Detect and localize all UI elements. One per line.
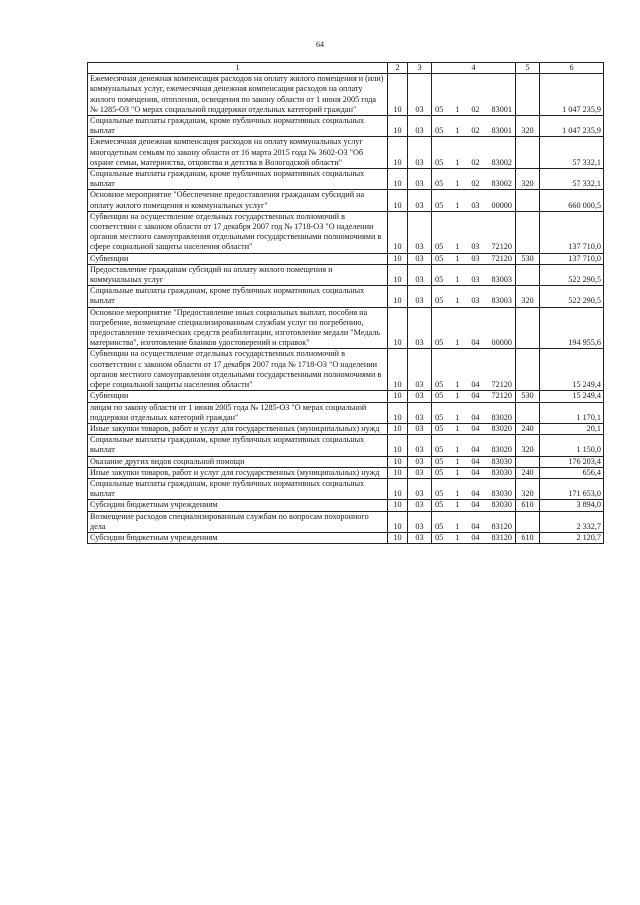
row-expense-type: [516, 264, 540, 285]
target-article-measure: 04: [471, 532, 480, 542]
row-amount: 1 170,1: [540, 402, 604, 423]
row-subsection: 03: [408, 137, 432, 169]
row-expense-type: 530: [516, 253, 540, 264]
row-section: 10: [388, 423, 408, 434]
target-article-subprogram: 1: [455, 126, 460, 136]
header-row: [88, 63, 604, 74]
row-section: 10: [388, 511, 408, 532]
row-subsection: 03: [408, 74, 432, 116]
row-expense-type: 320: [516, 286, 540, 307]
target-article-measure: 04: [471, 423, 480, 433]
row-name: Социальные выплаты гражданам, кроме публичных нормативных социальных выплат: [88, 286, 388, 307]
row-name: Иные закупки товаров, работ и услуг для государственных (муниципальных) нужд: [88, 467, 388, 478]
row-subsection: 03: [408, 435, 432, 456]
row-amount: 194 955,6: [540, 307, 604, 349]
row-section: 10: [388, 137, 408, 169]
row-amount: 522 290,5: [540, 286, 604, 307]
target-article-measure: 03: [471, 242, 480, 252]
table-row: [88, 500, 604, 511]
target-article-parts: [434, 275, 513, 285]
target-article-measure: 04: [471, 391, 480, 401]
header-col-6: 6: [540, 63, 604, 74]
row-amount: 1 047 235,9: [540, 116, 604, 137]
table-row: [88, 264, 604, 285]
row-section: 10: [388, 500, 408, 511]
row-subsection: 03: [408, 478, 432, 499]
row-target-article: [432, 169, 516, 190]
target-article-measure: 03: [471, 253, 480, 263]
table-row: [88, 116, 604, 137]
row-target-article: [432, 391, 516, 402]
row-target-article: [432, 456, 516, 467]
target-article-parts: [434, 380, 513, 390]
target-article-subprogram: 1: [455, 380, 460, 390]
row-subsection: 03: [408, 190, 432, 211]
row-section: 10: [388, 169, 408, 190]
row-name: Социальные выплаты гражданам, кроме публичных нормативных социальных выплат: [88, 116, 388, 137]
row-amount: 137 710,0: [540, 211, 604, 253]
row-target-article: [432, 137, 516, 169]
row-target-article: [432, 211, 516, 253]
row-section: 10: [388, 211, 408, 253]
target-article-parts: [434, 338, 513, 348]
target-article-program: 05: [435, 126, 444, 136]
row-section: 10: [388, 286, 408, 307]
target-article-subprogram: 1: [455, 338, 460, 348]
target-article-measure: 02: [471, 157, 480, 167]
row-amount: 660 000,5: [540, 190, 604, 211]
table-row: [88, 286, 604, 307]
table-row: [88, 456, 604, 467]
row-subsection: 03: [408, 423, 432, 434]
row-amount: 656,4: [540, 467, 604, 478]
row-amount: 1 047 235,9: [540, 74, 604, 116]
budget-table: [87, 62, 604, 544]
target-article-code: 83030: [491, 500, 512, 510]
row-target-article: [432, 478, 516, 499]
target-article-code: 83001: [491, 126, 512, 136]
target-article-parts: [434, 158, 513, 168]
row-expense-type: [516, 211, 540, 253]
row-name: Социальные выплаты гражданам, кроме публичных нормативных социальных выплат: [88, 478, 388, 499]
header-col-3: 3: [408, 63, 432, 74]
row-expense-type: 320: [516, 116, 540, 137]
row-amount: 2 120,7: [540, 532, 604, 543]
target-article-subprogram: 1: [455, 467, 460, 477]
target-article-parts: [434, 522, 513, 532]
target-article-code: 83002: [491, 179, 512, 189]
row-amount: 1 150,0: [540, 435, 604, 456]
target-article-subprogram: 1: [455, 242, 460, 252]
row-expense-type: 610: [516, 500, 540, 511]
target-article-program: 05: [435, 179, 444, 189]
target-article-measure: 03: [471, 200, 480, 210]
row-expense-type: [516, 349, 540, 391]
row-expense-type: [516, 74, 540, 116]
row-subsection: 03: [408, 532, 432, 543]
target-article-program: 05: [435, 489, 444, 499]
table-body: [88, 74, 604, 544]
header-col-1: 1: [88, 63, 388, 74]
row-amount: 57 332,1: [540, 137, 604, 169]
target-article-measure: 04: [471, 412, 480, 422]
target-article-measure: 02: [471, 104, 480, 114]
table-row: [88, 402, 604, 423]
target-article-program: 05: [435, 412, 444, 422]
row-subsection: 03: [408, 456, 432, 467]
row-subsection: 03: [408, 500, 432, 511]
row-amount: 15 249,4: [540, 349, 604, 391]
row-name: Социальные выплаты гражданам, кроме публичных нормативных социальных выплат: [88, 435, 388, 456]
target-article-code: 72120: [491, 391, 512, 401]
row-target-article: [432, 286, 516, 307]
table-row: [88, 190, 604, 211]
row-section: 10: [388, 253, 408, 264]
table-row: [88, 532, 604, 543]
row-section: 10: [388, 264, 408, 285]
target-article-parts: [434, 445, 513, 455]
row-name: Субсидии бюджетным учреждениям: [88, 500, 388, 511]
target-article-code: 72120: [491, 253, 512, 263]
target-article-parts: [434, 457, 513, 467]
row-section: 10: [388, 349, 408, 391]
row-name: Субвенции на осуществление отдельных государственных полномочий в соответствии с законом области от 17 декабря 2007 год № 1718-ОЗ "О наделении органов местного самоуправления отдельными государственными полномочиями в сфере социальной защиты населения области": [88, 211, 388, 253]
row-expense-type: [516, 402, 540, 423]
target-article-measure: 02: [471, 179, 480, 189]
row-subsection: 03: [408, 391, 432, 402]
target-article-program: 05: [435, 253, 444, 263]
table-row: [88, 253, 604, 264]
target-article-parts: [434, 201, 513, 211]
target-article-subprogram: 1: [455, 104, 460, 114]
target-article-program: 05: [435, 532, 444, 542]
table-row: [88, 169, 604, 190]
target-article-subprogram: 1: [455, 296, 460, 306]
target-article-program: 05: [435, 423, 444, 433]
target-article-parts: [434, 254, 513, 264]
row-section: 10: [388, 391, 408, 402]
row-name: Социальные выплаты гражданам, кроме публичных нормативных социальных выплат: [88, 169, 388, 190]
target-article-code: 83120: [491, 521, 512, 531]
target-article-code: 83020: [491, 423, 512, 433]
target-article-code: 00000: [491, 338, 512, 348]
header-col-5: 5: [516, 63, 540, 74]
target-article-measure: 04: [471, 456, 480, 466]
target-article-code: 72120: [491, 380, 512, 390]
row-name: Предоставление гражданам субсидий на оплату жилого помещения и коммунальных услуг: [88, 264, 388, 285]
row-subsection: 03: [408, 307, 432, 349]
target-article-program: 05: [435, 242, 444, 252]
row-name: Субвенции: [88, 253, 388, 264]
row-name: лицам по закону области от 1 июня 2005 года № 1285-ОЗ "О мерах социальной поддержки отдельных категорий граждан": [88, 402, 388, 423]
row-subsection: 03: [408, 253, 432, 264]
row-section: 10: [388, 532, 408, 543]
row-subsection: 03: [408, 169, 432, 190]
row-amount: 176 203,4: [540, 456, 604, 467]
target-article-parts: [434, 468, 513, 478]
target-article-code: 72120: [491, 242, 512, 252]
row-name: Оказание других видов социальной помощи: [88, 456, 388, 467]
target-article-code: 00000: [491, 200, 512, 210]
row-name: Ежемесячная денежная компенсация расходов на оплату коммунальных услуг многодетным семьям по закону области от 16 марта 2015 года № 3602-ОЗ "Об охране семьи, материнства, отцовства и детства в Вологодской области": [88, 137, 388, 169]
row-target-article: [432, 349, 516, 391]
row-amount: 171 653,0: [540, 478, 604, 499]
row-subsection: 03: [408, 264, 432, 285]
target-article-program: 05: [435, 391, 444, 401]
target-article-measure: 03: [471, 275, 480, 285]
row-section: 10: [388, 456, 408, 467]
target-article-subprogram: 1: [455, 423, 460, 433]
table-row: [88, 511, 604, 532]
target-article-subprogram: 1: [455, 253, 460, 263]
target-article-subprogram: 1: [455, 200, 460, 210]
target-article-subprogram: 1: [455, 456, 460, 466]
target-article-subprogram: 1: [455, 532, 460, 542]
table-row: [88, 391, 604, 402]
row-expense-type: [516, 307, 540, 349]
target-article-subprogram: 1: [455, 391, 460, 401]
target-article-measure: 04: [471, 521, 480, 531]
target-article-measure: 04: [471, 445, 480, 455]
target-article-code: 83003: [491, 275, 512, 285]
row-target-article: [432, 500, 516, 511]
table-row: [88, 349, 604, 391]
row-name: Субсидии бюджетным учреждениям: [88, 532, 388, 543]
target-article-code: 83030: [491, 467, 512, 477]
target-article-code: 83030: [491, 489, 512, 499]
target-article-program: 05: [435, 500, 444, 510]
target-article-program: 05: [435, 467, 444, 477]
target-article-parts: [434, 489, 513, 499]
target-article-program: 05: [435, 521, 444, 531]
row-expense-type: [516, 511, 540, 532]
row-subsection: 03: [408, 286, 432, 307]
target-article-subprogram: 1: [455, 157, 460, 167]
target-article-measure: 04: [471, 467, 480, 477]
row-target-article: [432, 264, 516, 285]
target-article-measure: 02: [471, 126, 480, 136]
row-target-article: [432, 74, 516, 116]
row-subsection: 03: [408, 211, 432, 253]
target-article-program: 05: [435, 200, 444, 210]
table-row: [88, 211, 604, 253]
row-section: 10: [388, 307, 408, 349]
row-section: 10: [388, 478, 408, 499]
row-target-article: [432, 423, 516, 434]
row-section: 10: [388, 116, 408, 137]
row-amount: 2 332,7: [540, 511, 604, 532]
table-row: [88, 435, 604, 456]
target-article-code: 83020: [491, 412, 512, 422]
row-target-article: [432, 402, 516, 423]
row-name: Основное мероприятие "Предоставление иных социальных выплат, пособия на погребение, возмещение специализированным службам услуг по погребению, предоставление технических средств реабилитации, изготовление медали "Медаль материнства", изготовление бланков удостоверений и справок": [88, 307, 388, 349]
row-expense-type: 240: [516, 423, 540, 434]
row-amount: 3 894,0: [540, 500, 604, 511]
target-article-parts: [434, 126, 513, 136]
row-expense-type: [516, 456, 540, 467]
row-subsection: 03: [408, 116, 432, 137]
target-article-subprogram: 1: [455, 445, 460, 455]
target-article-measure: 03: [471, 296, 480, 306]
row-subsection: 03: [408, 511, 432, 532]
target-article-program: 05: [435, 104, 444, 114]
row-expense-type: 320: [516, 169, 540, 190]
target-article-program: 05: [435, 456, 444, 466]
target-article-code: 83003: [491, 296, 512, 306]
row-target-article: [432, 435, 516, 456]
target-article-measure: 04: [471, 489, 480, 499]
target-article-program: 05: [435, 296, 444, 306]
target-article-code: 83002: [491, 157, 512, 167]
table-row: [88, 478, 604, 499]
target-article-program: 05: [435, 157, 444, 167]
target-article-parts: [434, 391, 513, 401]
target-article-code: 83001: [491, 104, 512, 114]
target-article-subprogram: 1: [455, 275, 460, 285]
header-col-2: 2: [388, 63, 408, 74]
row-expense-type: 610: [516, 532, 540, 543]
row-target-article: [432, 467, 516, 478]
table-row: [88, 74, 604, 116]
row-target-article: [432, 307, 516, 349]
table-row: [88, 137, 604, 169]
target-article-program: 05: [435, 275, 444, 285]
target-article-parts: [434, 242, 513, 252]
target-article-program: 05: [435, 338, 444, 348]
target-article-parts: [434, 533, 513, 543]
row-name: Субвенции на осуществление отдельных государственных полномочий в соответствии с законом области от 17 декабря 2007 года № 1718-ОЗ "О наделении органов местного самоуправления отдельными государственными полномочиями в сфере социальной защиты населения области": [88, 349, 388, 391]
row-name: Возмещение расходов специализированным службам по вопросам похоронного дела: [88, 511, 388, 532]
row-amount: 137 710,0: [540, 253, 604, 264]
row-section: 10: [388, 435, 408, 456]
row-name: Субвенции: [88, 391, 388, 402]
row-name: Основное мероприятие "Обеспечение предоставления гражданам субсидий на оплату жилого помещения и коммунальных услуг": [88, 190, 388, 211]
row-target-article: [432, 532, 516, 543]
row-amount: 57 332,1: [540, 169, 604, 190]
page-number: 64: [316, 40, 324, 49]
target-article-code: 83030: [491, 456, 512, 466]
header-col-4: 4: [432, 63, 516, 74]
row-name: Ежемесячная денежная компенсация расходов на оплату жилого помещения и (или) коммунальных услуг, ежемесячная денежная компенсация расходов на оплату жилого помещения, отопления, освещения по закону области от 1 июня 2005 года № 1285-ОЗ "О мерах социальной поддержки отдельных категорий граждан": [88, 74, 388, 116]
row-expense-type: 530: [516, 391, 540, 402]
row-target-article: [432, 253, 516, 264]
row-expense-type: 240: [516, 467, 540, 478]
row-section: 10: [388, 190, 408, 211]
target-article-program: 05: [435, 380, 444, 390]
target-article-code: 83020: [491, 445, 512, 455]
row-section: 10: [388, 74, 408, 116]
row-amount: 20,1: [540, 423, 604, 434]
row-subsection: 03: [408, 402, 432, 423]
row-section: 10: [388, 402, 408, 423]
row-expense-type: 320: [516, 478, 540, 499]
target-article-subprogram: 1: [455, 412, 460, 422]
table-row: [88, 467, 604, 478]
target-article-measure: 04: [471, 338, 480, 348]
target-article-subprogram: 1: [455, 521, 460, 531]
row-expense-type: [516, 137, 540, 169]
target-article-parts: [434, 413, 513, 423]
row-subsection: 03: [408, 349, 432, 391]
target-article-subprogram: 1: [455, 500, 460, 510]
table-row: [88, 307, 604, 349]
target-article-parts: [434, 105, 513, 115]
row-amount: 522 290,5: [540, 264, 604, 285]
target-article-subprogram: 1: [455, 489, 460, 499]
row-expense-type: [516, 190, 540, 211]
target-article-parts: [434, 296, 513, 306]
target-article-program: 05: [435, 445, 444, 455]
row-name: Иные закупки товаров, работ и услуг для государственных (муниципальных) нужд: [88, 423, 388, 434]
row-target-article: [432, 511, 516, 532]
row-target-article: [432, 116, 516, 137]
target-article-parts: [434, 424, 513, 434]
row-section: 10: [388, 467, 408, 478]
row-expense-type: 320: [516, 435, 540, 456]
target-article-measure: 04: [471, 380, 480, 390]
target-article-subprogram: 1: [455, 179, 460, 189]
target-article-parts: [434, 500, 513, 510]
table-row: [88, 423, 604, 434]
row-subsection: 03: [408, 467, 432, 478]
row-target-article: [432, 190, 516, 211]
target-article-measure: 04: [471, 500, 480, 510]
target-article-code: 83120: [491, 532, 512, 542]
row-amount: 15 249,4: [540, 391, 604, 402]
target-article-parts: [434, 179, 513, 189]
